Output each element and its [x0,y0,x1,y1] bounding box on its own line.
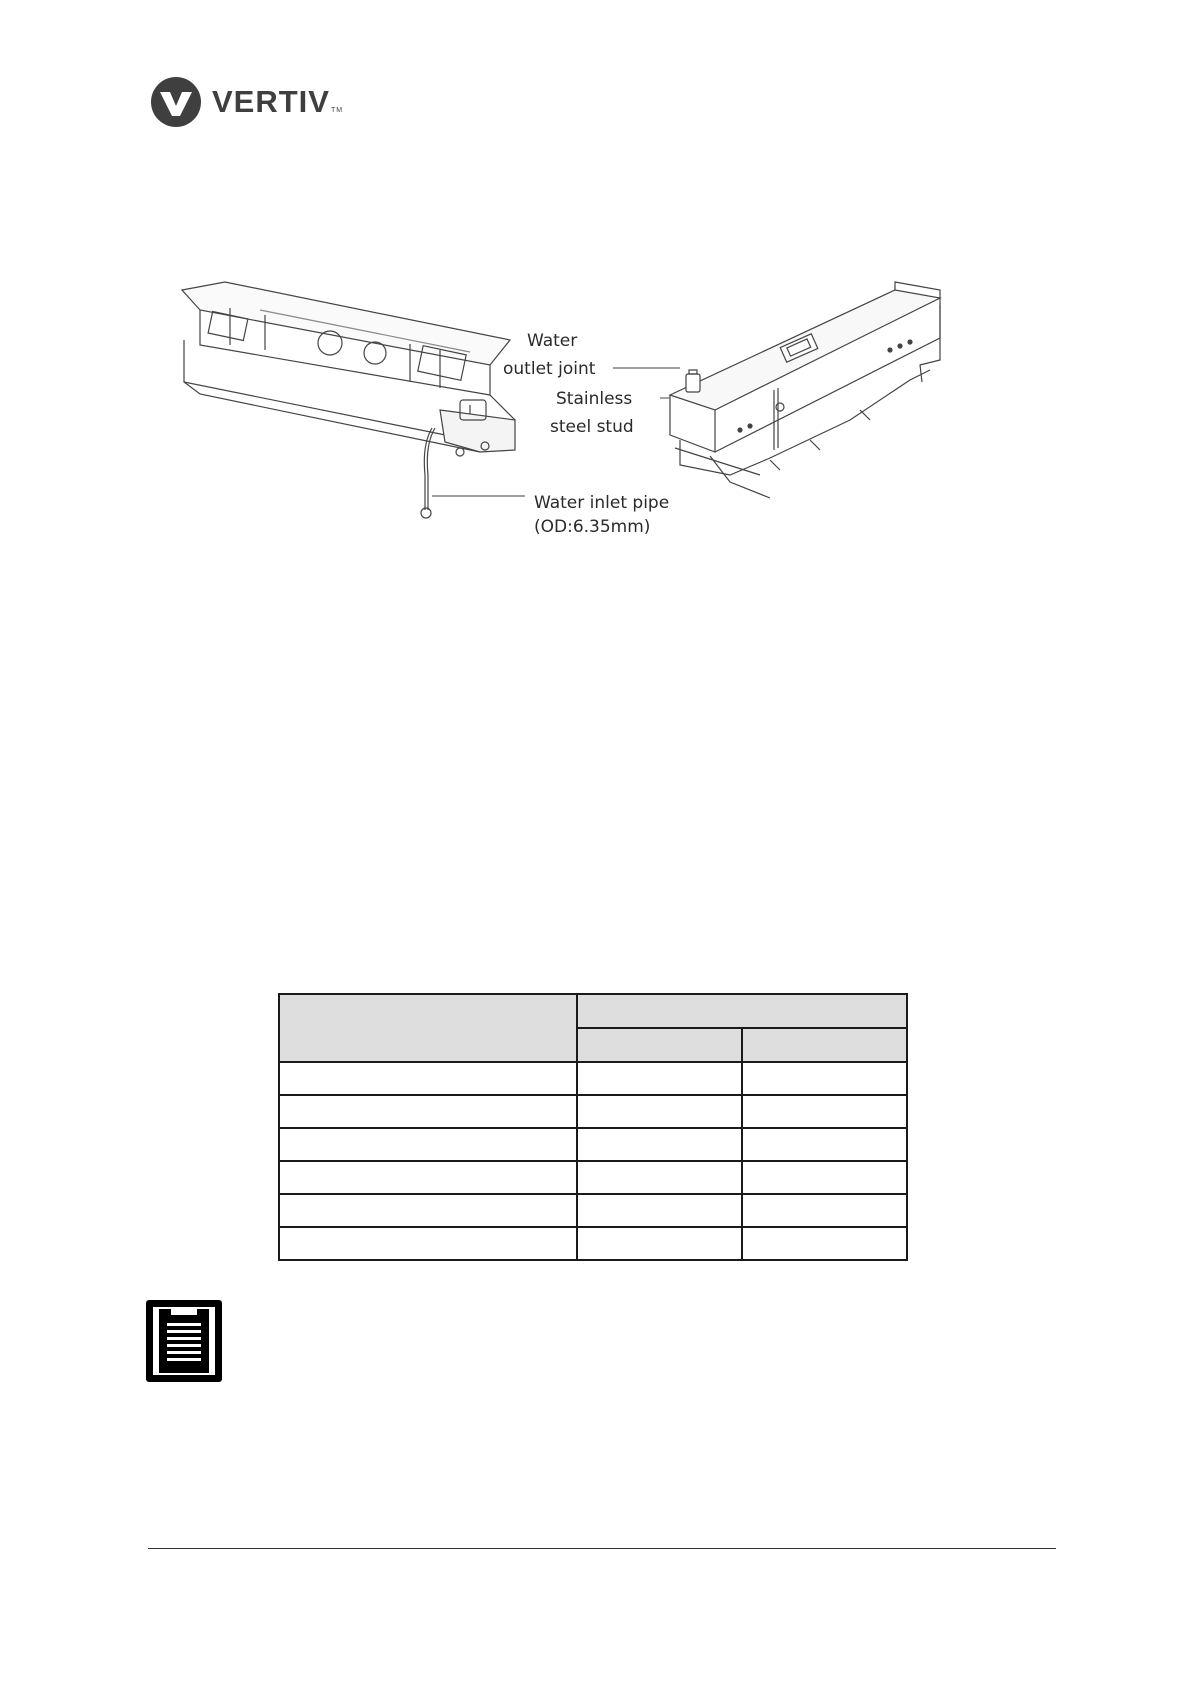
header-cell [577,994,907,1028]
table-cell [577,1194,742,1227]
table-header-row [279,994,907,1028]
table-row [279,1227,907,1260]
footer-divider [148,1548,1056,1549]
label-inlet-line2: (OD:6.35mm) [534,517,651,537]
table-row [279,1128,907,1161]
table-row [279,1161,907,1194]
label-stud-line2: steel stud [550,417,634,437]
spec-table [278,993,908,1261]
logo-wordmark [212,84,343,120]
right-unit-drawing [670,282,940,498]
table-cell [742,1062,907,1095]
label-inlet-line1: Water inlet pipe [534,493,670,513]
table-row [279,1062,907,1095]
header-cell [742,1028,907,1062]
table-cell [279,1161,577,1194]
table-cell [279,1194,577,1227]
table-cell [742,1128,907,1161]
table-cell [279,1062,577,1095]
table-row [279,1095,907,1128]
table-cell [742,1161,907,1194]
label-water-outlet-line2: outlet joint [503,359,596,379]
table-cell [279,1227,577,1260]
clipboard-note-icon [145,1299,223,1383]
table-cell [279,1128,577,1161]
header-cell [279,994,577,1062]
table-cell [577,1062,742,1095]
header-cell [577,1028,742,1062]
logo-tm: TM [330,107,344,114]
table-cell [577,1161,742,1194]
table-cell [742,1095,907,1128]
pipe-installation-figure [170,270,1030,590]
table-cell [577,1128,742,1161]
vertiv-logo [150,76,343,128]
table-row [279,1194,907,1227]
vertiv-chevron-icon [150,76,202,128]
table-cell [577,1095,742,1128]
table-cell [742,1194,907,1227]
label-water-outlet-line1: Water [527,331,578,351]
logo-text: VERTIV [212,84,330,119]
table-cell [742,1227,907,1260]
table-cell [577,1227,742,1260]
table-cell [279,1095,577,1128]
left-unit-drawing [182,282,515,518]
label-stud-line1: Stainless [556,389,633,409]
